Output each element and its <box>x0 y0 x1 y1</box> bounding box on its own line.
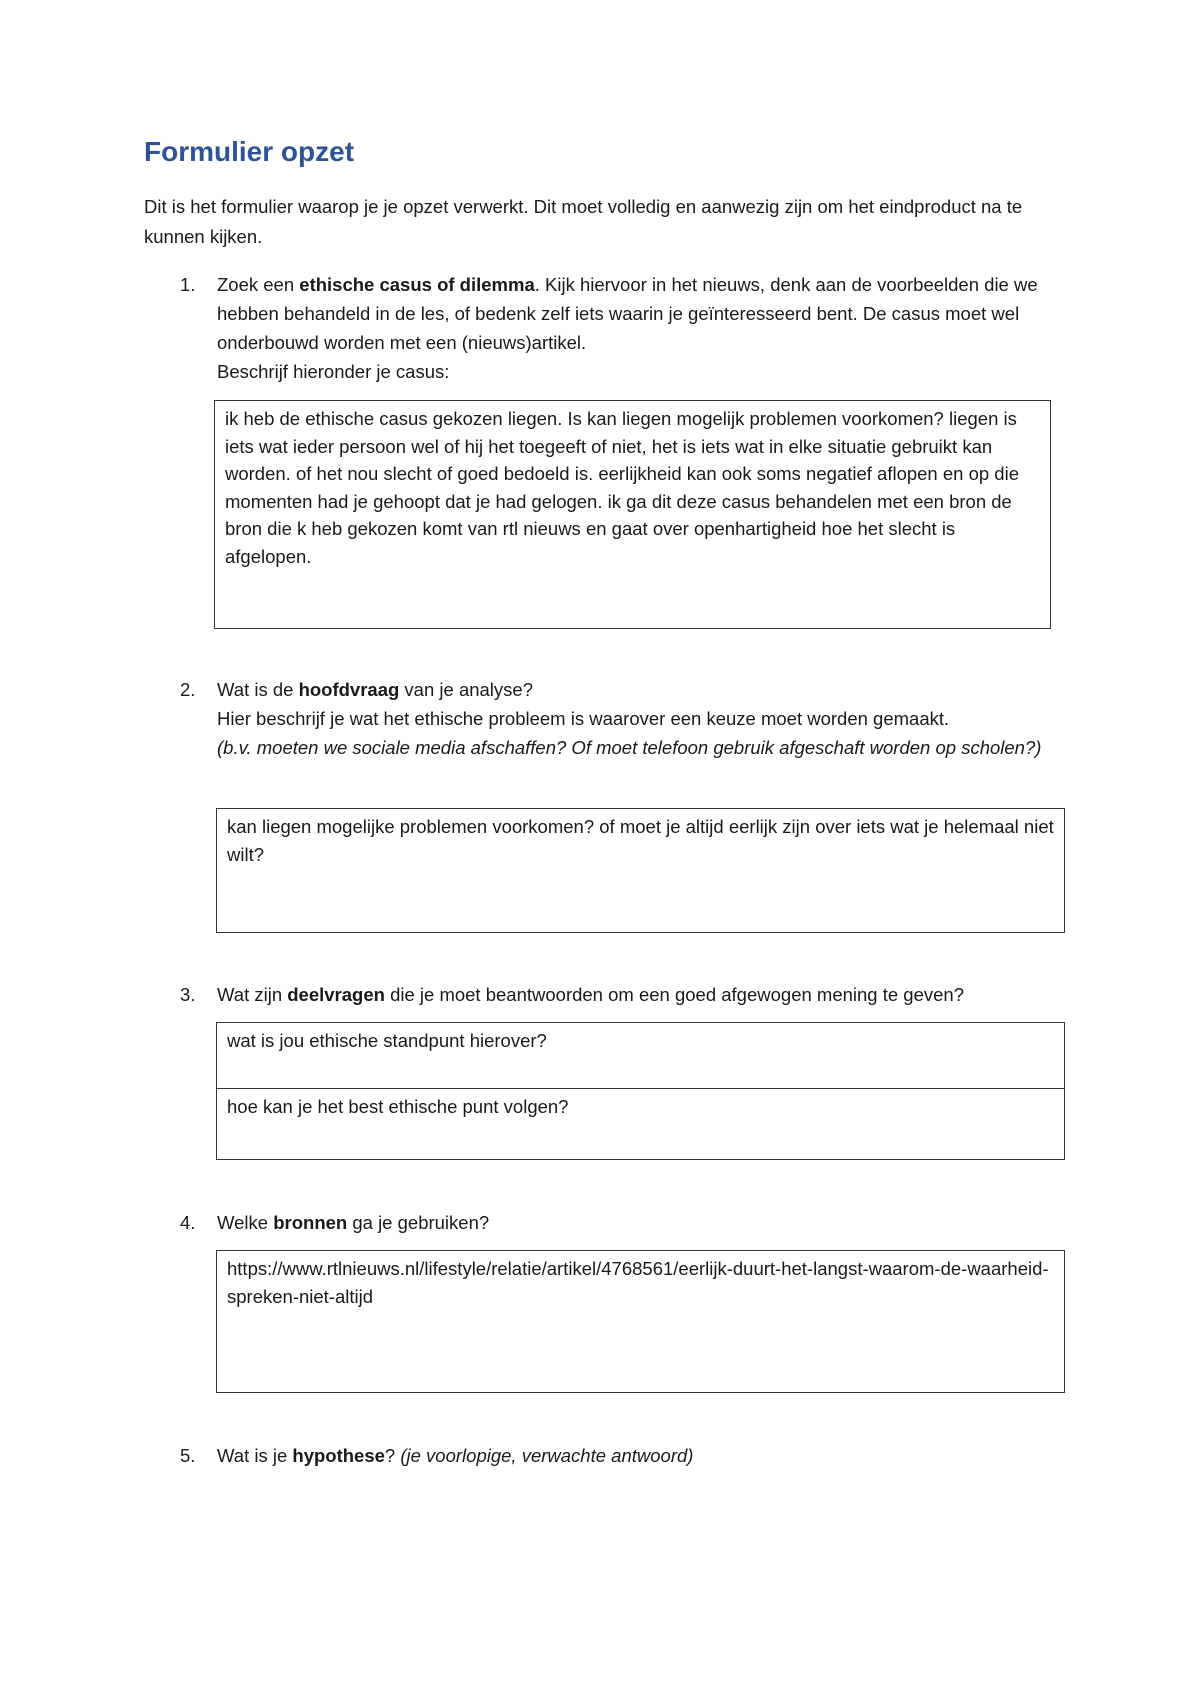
question-3-number: 3. <box>180 984 196 1005</box>
question-5-number: 5. <box>180 1445 196 1466</box>
answer-casus-text: ik heb de ethische casus gekozen liegen. Is kan liegen mogelijk problemen voorkomen? liegen is iets wat ieder persoon wel of hij het toegeeft of niet, het is iets wat in elke situatie gebruikt kan worden. of het nou slecht of goed bedoeld is. eerlijkheid kan ook soms negatief aflopen en op die momenten had je gehoopt dat je had gelogen. ik ga dit deze casus behandelen met een bron de bron die k heb gekozen komt van rtl nieuws en gaat over openhartigheid hoe het slecht is afgelopen. <box>225 408 1019 567</box>
question-2-example: (b.v. moeten we sociale media afschaffen? Of moet telefoon gebruik afgeschaft worden op scholen?) <box>217 737 1042 758</box>
answer-bronnen-text: https://www.rtlnieuws.nl/lifestyle/relatie/artikel/4768561/eerlijk-duurt-het-langst-waarom-de-waarheid-spreken-niet-altijd <box>227 1258 1049 1307</box>
page-title: Formulier opzet <box>144 136 355 167</box>
deelvraag-1-text: wat is jou ethische standpunt hierover? <box>227 1030 547 1051</box>
deelvraag-cell-1[interactable] <box>217 1023 1064 1089</box>
deelvraag-2-text: hoe kan je het best ethische punt volgen? <box>227 1096 569 1117</box>
question-3-text: Wat zijn deelvragen die je moet beantwoorden om een goed afgewogen mening te geven? <box>217 984 964 1005</box>
question-1-instruction: Beschrijf hieronder je casus: <box>217 361 450 382</box>
question-4-keyword: bronnen <box>273 1212 348 1233</box>
question-4-number: 4. <box>180 1212 196 1233</box>
answer-box-casus[interactable] <box>214 400 1051 629</box>
answer-box-deelvragen <box>216 1022 1065 1160</box>
question-2-instruction: Hier beschrijf je wat het ethische probleem is waarover een keuze moet worden gemaakt. <box>217 708 950 729</box>
deelvraag-cell-2[interactable] <box>217 1089 1064 1158</box>
question-1-number: 1. <box>180 274 196 295</box>
question-1-keyword: ethische casus of dilemma <box>299 274 535 295</box>
question-3-keyword: deelvragen <box>287 984 385 1005</box>
question-5-text: Wat is je hypothese? (je voorlopige, verwachte antwoord) <box>217 1445 694 1466</box>
intro-paragraph: Dit is het formulier waarop je je opzet verwerkt. Dit moet volledig en aanwezig zijn om het eindproduct na te kunnen kijken. <box>144 196 1023 247</box>
question-2-text: Wat is de hoofdvraag van je analyse? Hier beschrijf je wat het ethische probleem is waarover een keuze moet worden gemaakt. (b.v. moeten we sociale media afschaffen? Of moet telefoon gebruik afgeschaft worden op scholen?) <box>217 679 1042 758</box>
answer-box-bronnen[interactable] <box>216 1250 1065 1393</box>
answer-box-hoofdvraag[interactable] <box>216 808 1065 933</box>
question-5-note: (je voorlopige, verwachte antwoord) <box>400 1445 694 1466</box>
question-2-keyword: hoofdvraag <box>298 679 400 700</box>
question-5-keyword: hypothese <box>292 1445 385 1466</box>
question-1-text: Zoek een ethische casus of dilemma. Kijk hiervoor in het nieuws, denk aan de voorbeelden die we hebben behandeld in de les, of bedenk zelf iets waarin je geïnteresseerd bent. De casus moet wel onderbouwd worden met een (nieuws)artikel. Beschrijf hieronder je casus: <box>217 274 1038 382</box>
answer-hoofdvraag-text: kan liegen mogelijke problemen voorkomen? of moet je altijd eerlijk zijn over iets wat je helemaal niet wilt? <box>227 816 1054 865</box>
question-2-number: 2. <box>180 679 196 700</box>
question-4-text: Welke bronnen ga je gebruiken? <box>217 1212 490 1233</box>
